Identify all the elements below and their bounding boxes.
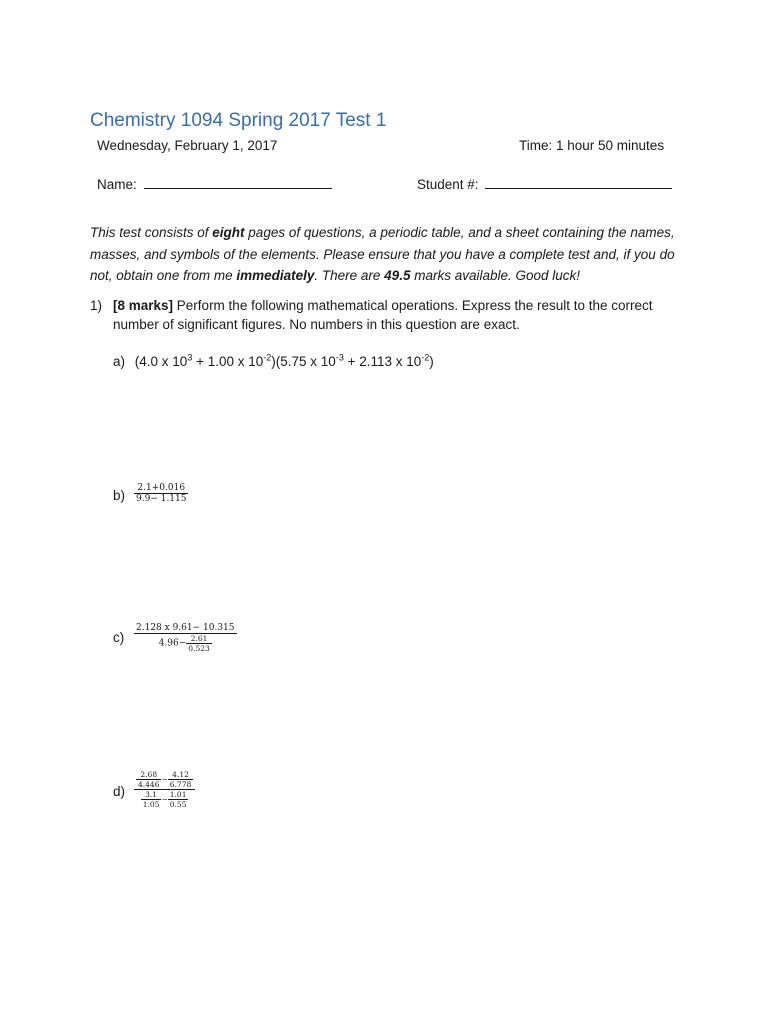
question-1: [90, 296, 690, 334]
fraction-denominator: $\frac{3.1}{1.05}$ − $\frac{1.01}{0.55}$: [134, 789, 195, 809]
instructions-emphasis: 49.5: [384, 268, 411, 283]
part-d-expression: [134, 770, 195, 809]
instructions-text: pages of questions, a periodic table, and a sheet containing the names, masses, and symbols of the elements. Please ensure that you have a complete test and, if you do not, obtain one from me: [90, 225, 675, 283]
part-c-label: c): [113, 630, 125, 645]
student-number-row: [417, 176, 672, 192]
test-title: Chemistry 1094 Spring 2017 Test 1: [90, 110, 387, 131]
part-label: a): [113, 354, 126, 369]
fraction-numerator: 2.128 x 9.61− 10.315: [136, 623, 235, 633]
test-time: Time: 1 hour 50 minutes: [519, 138, 665, 153]
part-a: [113, 354, 434, 369]
student-number-field[interactable]: [485, 176, 672, 189]
fraction-denominator: 9.9− 1.115: [136, 494, 187, 504]
part-c-expression: [134, 623, 237, 653]
part-b-expression: [134, 483, 188, 504]
instructions-text: marks available. Good luck!: [410, 268, 581, 283]
instructions-emphasis: eight: [212, 225, 245, 240]
part-b-label: b): [113, 488, 126, 503]
question-number: 1): [90, 298, 103, 313]
fraction-numerator: $\frac{2.68}{4.446}$ − $\frac{4.12}{6.778}$: [138, 770, 192, 789]
fraction-numerator: 2.1+0.016: [137, 483, 186, 493]
instructions-emphasis: immediately: [236, 268, 315, 283]
student-number-label: Student #:: [417, 177, 479, 192]
instructions-text: This test consists of: [90, 225, 213, 240]
part-a-expression: (4.0 x $10^3 + 1.00$ x $10^{-2})(5.75$ x $10^{-3} + 2.113$ x $10^{-2}$): [134, 352, 434, 369]
question-prompt: Perform the following mathematical operations. Express the result to the correct number of significant figures. No numbers in this question are exact.: [113, 298, 653, 332]
fraction-denominator: 4.96− $\frac{2.61}{0.523}$: [134, 633, 237, 653]
question-marks: [8 marks]: [113, 298, 174, 313]
name-field-row: [97, 176, 332, 192]
name-label: Name:: [97, 177, 137, 192]
question-text: [113, 296, 690, 334]
part-d-label: d): [113, 784, 126, 799]
instructions-text: . There are: [314, 268, 385, 283]
instructions-paragraph: [90, 222, 690, 287]
name-field[interactable]: [144, 176, 332, 189]
test-date: Wednesday, February 1, 2017: [97, 138, 278, 153]
